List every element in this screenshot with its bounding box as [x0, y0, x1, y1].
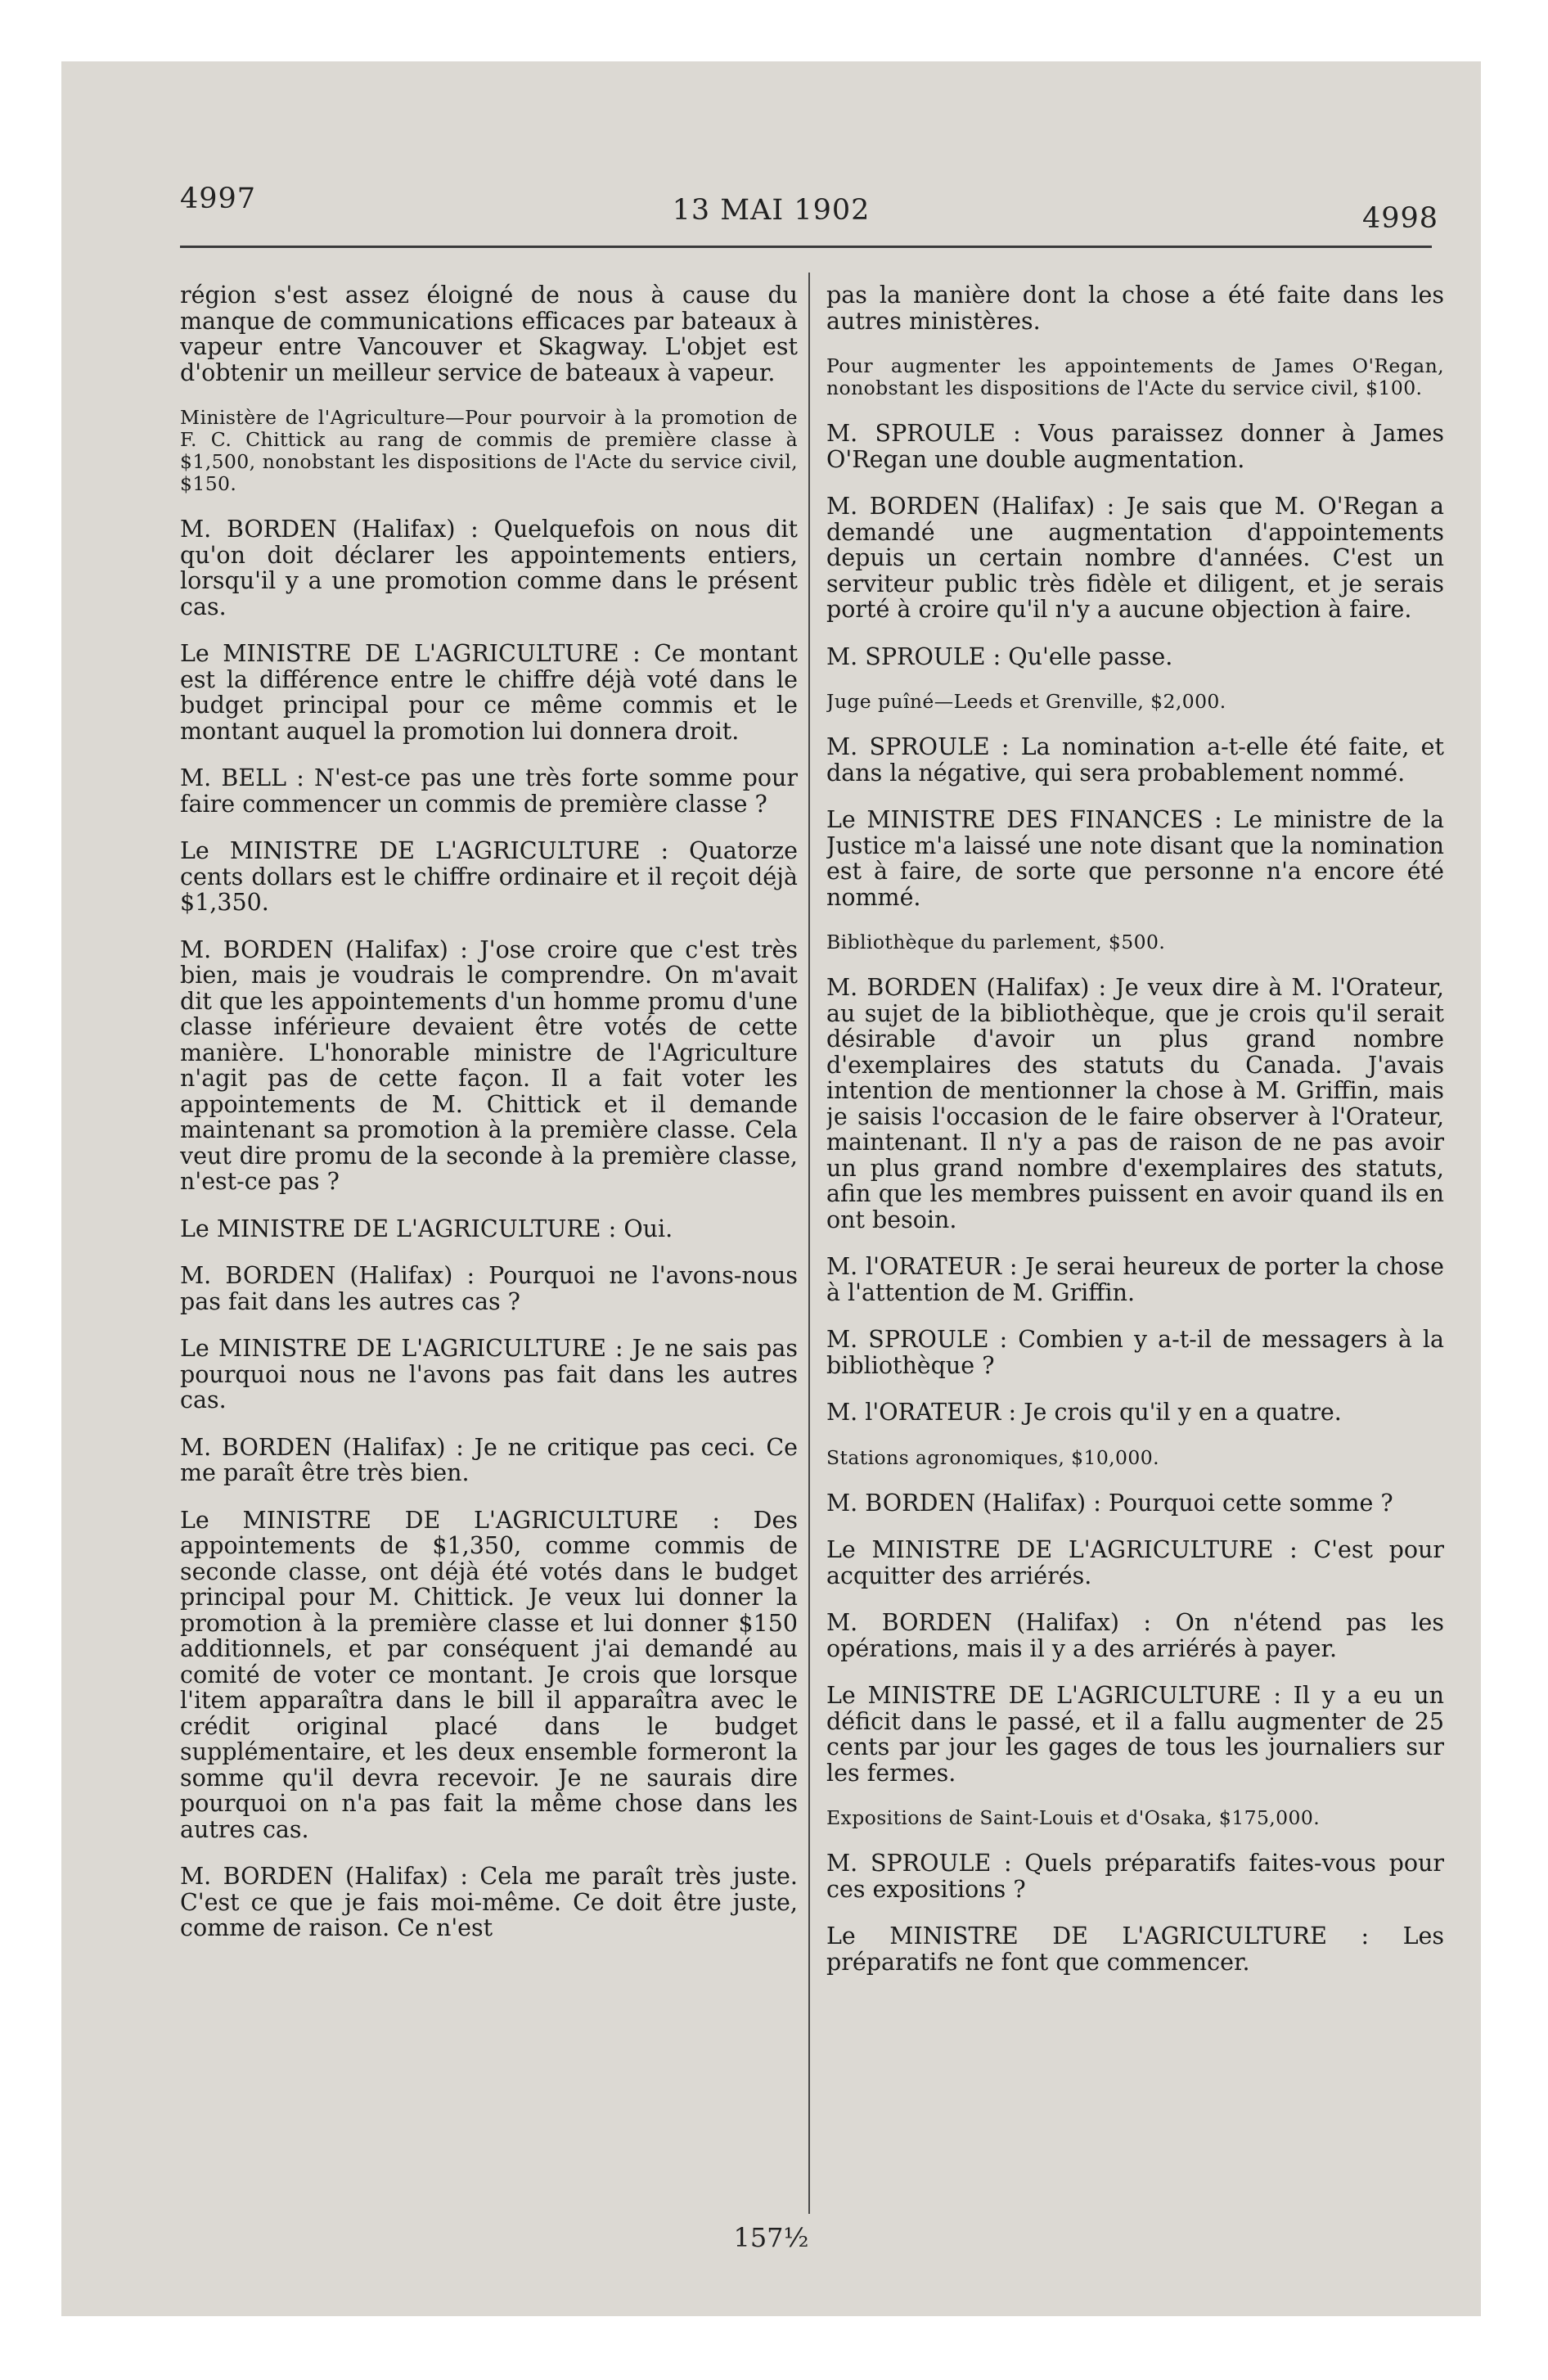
document-page	[61, 61, 1481, 2316]
budget-item: Expositions de Saint-Louis et d'Osaka, $175,000.	[826, 1806, 1321, 1829]
budget-item: Bibliothèque du parlement, $500.	[826, 931, 1166, 953]
speech-paragraph: M. BORDEN (Halifax) : On n'étend pas les opérations, mais il y a des arriérés à payer.	[826, 1609, 1444, 1662]
speech-paragraph: Le MINISTRE DE L'AGRICULTURE : Les préparatifs ne font que commencer.	[826, 1922, 1444, 1976]
column-divider	[808, 273, 810, 2214]
speech-paragraph: Le MINISTRE DE L'AGRICULTURE : Quatorze cents dollars est le chiffre ordinaire et il reçoit déjà $1,350.	[180, 837, 798, 916]
speech-paragraph: Le MINISTRE DE L'AGRICULTURE : Je ne sais pas pourquoi nous ne l'avons pas fait dans les autres cas.	[180, 1335, 798, 1413]
speech-paragraph: M. l'ORATEUR : Je crois qu'il y en a quatre.	[826, 1399, 1342, 1426]
speech-paragraph: M. BORDEN (Halifax) : Pourquoi cette somme ?	[826, 1489, 1393, 1517]
speech-paragraph: Le MINISTRE DE L'AGRICULTURE : Des appointements de $1,350, comme commis de seconde classe, ont déjà été votés dans le budget principal pour M. Chittick. Je veux lui donner la promotion à la première classe et lui donner $150 additionnels, et par conséquent j'ai demandé au comité de voter ce montant. Je crois que lorsque l'item apparaîtra dans le bill il apparaîtra avec le crédit original placé dans le budget supplémentaire, et les deux ensemble formeront la somme qu'il devra recevoir. Je ne saurais dire pourquoi on n'a pas fait la même chose dans les autres cas.	[180, 1506, 798, 1843]
speech-paragraph: M. BELL : N'est-ce pas une très forte somme pour faire commencer un commis de première classe ?	[180, 764, 798, 818]
speech-paragraph: Le MINISTRE DE L'AGRICULTURE : Il y a eu un déficit dans le passé, et il a fallu augmenter de 25 cents par jour les gages de tous les journaliers sur les fermes.	[826, 1682, 1444, 1787]
speech-paragraph: M. BORDEN (Halifax) : Je sais que M. O'Regan a demandé une augmentation d'appointements depuis un certain nombre d'années. C'est un serviteur public très fidèle et diligent, et je serais porté à croire qu'il n'y a aucune objection à faire.	[826, 493, 1444, 623]
page-number-right: 4998	[1362, 202, 1439, 235]
page-date: 13 MAI 1902	[672, 194, 871, 227]
budget-item: Ministère de l'Agriculture—Pour pourvoir à la promotion de F. C. Chittick au rang de commis de première classe à $1,500, nonobstant les dispositions de l'Acte du service civil, $150.	[180, 406, 798, 495]
speech-paragraph: M. BORDEN (Halifax) : Quelquefois on nous dit qu'on doit déclarer les appointements entiers, lorsqu'il y a une promotion comme dans le présent cas.	[180, 516, 798, 620]
speech-paragraph: M. l'ORATEUR : Je serai heureux de porter la chose à l'attention de M. Griffin.	[826, 1253, 1444, 1306]
speech-paragraph: Le MINISTRE DES FINANCES : Le ministre de la Justice m'a laissé une note disant que la nomination est à faire, de sorte que personne n'a encore été nommé.	[826, 806, 1444, 911]
budget-item: Stations agronomiques, $10,000.	[826, 1445, 1159, 1469]
budget-item: Pour augmenter les appointements de James O'Regan, nonobstant les dispositions de l'Acte du service civil, $100.	[826, 354, 1444, 399]
speech-paragraph: M. BORDEN (Halifax) : Cela me paraît très juste. C'est ce que je fais moi-même. Ce doit être juste, comme de raison. Ce n'est	[180, 1863, 798, 1941]
speech-paragraph: M. BORDEN (Halifax) : Je ne critique pas ceci. Ce me paraît être très bien.	[180, 1433, 798, 1486]
header-rule	[180, 246, 1432, 248]
right-column	[826, 282, 1444, 2222]
speech-paragraph: Le MINISTRE DE L'AGRICULTURE : C'est pour acquitter des arriérés.	[826, 1536, 1444, 1589]
speech-paragraph: Le MINISTRE DE L'AGRICULTURE : Oui.	[180, 1215, 673, 1242]
speech-paragraph: M. BORDEN (Halifax) : Pourquoi ne l'avons-nous pas fait dans les autres cas ?	[180, 1262, 798, 1315]
speech-paragraph: pas la manière dont la chose a été faite dans les autres ministères.	[826, 282, 1444, 335]
page-number-left: 4997	[180, 183, 257, 215]
left-column	[180, 282, 798, 2222]
page-folio: 157½	[733, 2222, 809, 2253]
speech-paragraph: M. BORDEN (Halifax) : Je veux dire à M. l'Orateur, au sujet de la bibliothèque, que je crois qu'il serait désirable d'avoir un plus grand nombre d'exemplaires des statuts du Canada. J'avais intention de mentionner la chose à M. Griffin, mais je saisis l'occasion de le faire observer à l'Orateur, maintenant. Il n'y a pas de raison de ne pas avoir un plus grand nombre d'exemplaires des statuts, afin que les membres puissent en avoir quand ils en ont besoin.	[826, 974, 1444, 1233]
speech-paragraph: M. SPROULE : Qu'elle passe.	[826, 642, 1173, 670]
speech-paragraph: région s'est assez éloigné de nous à cause du manque de communications efficaces par bateaux à vapeur entre Vancouver et Skagway. L'objet est d'obtenir un meilleur service de bateaux à vapeur.	[180, 282, 798, 386]
speech-paragraph: M. SPROULE : La nomination a-t-elle été faite, et dans la négative, qui sera probablement nommé.	[826, 733, 1444, 787]
speech-paragraph: M. BORDEN (Halifax) : J'ose croire que c'est très bien, mais je voudrais le comprendre. On m'avait dit que les appointements d'un homme promu d'une classe inférieure devaient être votés de cette manière. L'honorable ministre de l'Agriculture n'agit pas de cette façon. Il a fait voter les appointements de M. Chittick et il demande maintenant sa promotion à la première classe. Cela veut dire promu de la seconde à la première classe, n'est-ce pas ?	[180, 935, 798, 1195]
speech-paragraph: M. SPROULE : Vous paraissez donner à James O'Regan une double augmentation.	[826, 420, 1444, 473]
budget-item: Juge puîné—Leeds et Grenville, $2,000.	[826, 690, 1226, 713]
speech-paragraph: M. SPROULE : Quels préparatifs faites-vous pour ces expositions ?	[826, 1850, 1444, 1903]
speech-paragraph: M. SPROULE : Combien y a-t-il de messagers à la bibliothèque ?	[826, 1326, 1444, 1379]
speech-paragraph: Le MINISTRE DE L'AGRICULTURE : Ce montant est la différence entre le chiffre déjà voté dans le budget principal pour ce même commis et le montant auquel la promotion lui donnera droit.	[180, 640, 798, 745]
